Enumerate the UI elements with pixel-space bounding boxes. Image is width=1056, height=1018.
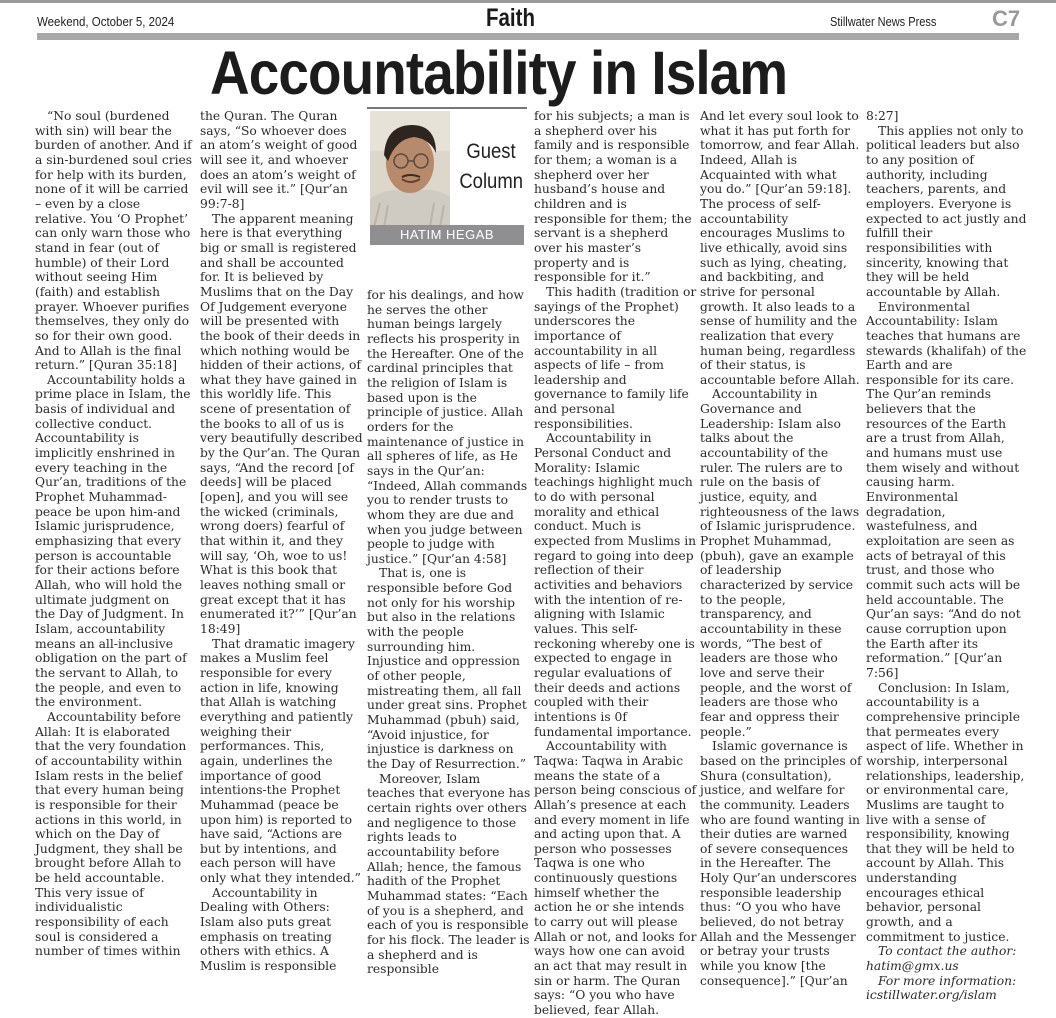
paragraph: for his dealings, and how he serves the other human beings largely reflects his prosperity in the Hereafter. One of the cardinal principles that the religion of Islam is based upon is the principle of justice. Allah orders for the maintenance of justice in all spheres of life, as He says in the Qur’an: “Indeed, Allah commands you to render trusts to whom they are due and when you judge between people to judge with justice.” [Qur’an 4:58]	[367, 288, 528, 566]
contact-label: To contact the author:	[878, 944, 1017, 959]
paragraph: That is, one is responsible before God not only for his worship but also in the relations with the people surrounding him. Injustice and oppression of other people, mistreating them, all fall under great sins. Prophet Muhammad (pbuh) said, “Avoid injustice, for injustice is darkness on the Day of Resurrection.”	[367, 566, 527, 771]
article-column-5	[700, 109, 862, 988]
more-info-label: For more information:	[878, 973, 1017, 988]
issue-date: Weekend, October 5, 2024	[37, 15, 175, 29]
paragraph: Accountability with Taqwa: Taqwa in Arabic means the state of a person being conscious of Allah’s presence at each and every moment in life and acting upon that. A person who possesses Taqwa is one who continuously questions himself whether the action he or she intends to carry out will please Allah or not, and looks for ways how one can avoid an act that may result in sin or harm. The Quran says: “O you who have believed, fear Allah.	[534, 739, 697, 1018]
article-column-6	[866, 109, 1028, 1003]
publication-name: Stillwater News Press	[830, 15, 937, 29]
paragraph: Accountability in Personal Conduct and Morality: Islamic teachings highlight much to do with personal morality and ethical conduct. Much is expected from Muslims in regard to going into deep reflection of their activities and behaviors with the intention of re-aligning with Islamic values. This self-reckoning whereby one is expected to engage in regular evaluations of their deeds and actions coupled with their intentions is 0f fundamental importance.	[534, 431, 697, 739]
paragraph: the Quran. The Quran says, “So whoever does an atom’s weight of good will see it, and whoever does an atom’s weight of evil will see it.” [Qur’an 99:7-8]	[200, 109, 358, 211]
paragraph: 8:27]	[866, 109, 899, 123]
paragraph: This hadith (tradition or sayings of the Prophet) underscores the importance of accountability in all aspects of life – from leadership and governance to family life and personal responsibilities.	[534, 284, 697, 431]
paragraph: That dramatic imagery makes a Muslim feel responsible for every action in life, knowing that Allah is watching everything and patiently weighing their performances. This, again, underlines the importance of good intentions-the Prophet Muhammad (peace be upon him) is reported to have said, “Actions are but by intentions, and each person will have only what they intended.”	[200, 636, 361, 886]
paragraph: Environmental Accountability: Islam teaches that humans are stewards (khalifah) of the Earth and are responsible for its care. The Qur’an reminds believers that the resources of the Earth are a trust from Allah, and humans must use them wisely and without causing harm. Environmental degradation, wastefulness, and exploitation are seen as acts of betrayal of this trust, and those who commit such acts will be held accountable. The Qur’an says: “And do not cause corruption upon the Earth after its reformation.” [Qur’an 7:56]	[866, 299, 1027, 680]
paragraph: Islamic governance is based on the principles of Shura (consultation), justice, and welfare for the community. Leaders who are found wanting in their duties are warned of severe consequences in the Hereafter. The Holy Qur’an underscores responsible leadership thus: “O you who have believed, do not betray Allah and the Messenger or betray your trusts while you know [the consequence].” [Qur’an	[700, 739, 862, 988]
more-info-link[interactable]: icstillwater.org/islam	[866, 988, 997, 1003]
paragraph: Moreover, Islam teaches that everyone has certain rights over others and negligence to those rights leads to accountability before Allah; hence, the famous hadith of the Prophet Muhammad states: “Each of you is a shepherd, and each of you is responsible for his flock. The leader is a shepherd and is responsible	[367, 771, 531, 977]
page-number: C7	[992, 6, 1021, 31]
guest-column-rule	[367, 107, 527, 109]
paragraph: This applies not only to political leaders but also to any position of authority, including teachers, parents, and employers. Everyone is expected to act justly and fulfill their responsibilities with sincerity, knowing that they will be held accountable by Allah.	[866, 123, 1027, 299]
paragraph: Accountability before Allah: It is elaborated that the very foundation of accountability within Islam rests in the belief that every human being is responsible for their actions in this world, in which on the Day of Judgment, they shall be brought before Allah to be held accountable. This very issue of individualistic responsibility of each soul is considered a number of times within	[35, 709, 187, 959]
guest-column-title-line2: Column	[459, 170, 524, 193]
article-column-1	[35, 109, 193, 959]
article-column-2	[200, 109, 363, 974]
paragraph: Accountability in Governance and Leadership: Islam also talks about the accountability of the ruler. The rulers are to rule on the basis of justice, equity, and righteousness of the laws of Islamic jurisprudence. Prophet Muhammad, (pbuh), gave an example of leadership characterized by service to the people, transparency, and accountability in these words, “The best of leaders are those who love and serve their people, and the worst of leaders are those who fear and oppress their people.”	[700, 387, 860, 739]
paragraph: “No soul (burdened with sin) will bear the burden of another. And if a sin-burdened soul cries for help with its burden, none of it will be carried – even by a close relative. You ‘O Prophet’ can only warn those who stand in fear (out of humble) of their Lord without seeing Him (faith) and establish prayer. Whoever purifies themselves, they only do so for their own good. And to Allah is the final return.” [Quran 35:18]	[35, 109, 193, 373]
guest-column-title	[459, 137, 522, 197]
paragraph: And let every soul look to what it has put forth for tomorrow, and fear Allah. Indeed, Allah is Acquainted with what you do.” [Qur’an 59:18]. The process of self-accountability encourages Muslims to live ethically, avoid sins such as lying, cheating, and backbiting, and strive for personal growth. It also leads to a sense of humility and the realization that every human being, regardless of their status, is accountable before Allah.	[700, 109, 860, 387]
paragraph: The apparent meaning here is that everything big or small is registered and shall be accounted for. It is believed by Muslims that on the Day Of Judgement everyone will be presented with the book of their deeds in which nothing would be hidden of their actions, of what they have gained in this worldly life. This scene of presentation of the books to all of us is very beautifully described by the Qur’an. The Quran says, “And the record [of deeds] will be placed [open], and you will see the wicked (criminals, wrong doers) fearful of that within it, and they will say, ‘Oh, woe to us! What is this book that leaves nothing small or great except that it has enumerated it?’” [Qur’an 18:49]	[200, 211, 363, 636]
section-title: Faith	[486, 4, 535, 32]
article-headline: Accountability in Islam	[210, 39, 788, 107]
contact-email[interactable]: hatim@gmx.us	[866, 959, 959, 974]
paragraph: for his subjects; a man is a shepherd over his family and is responsible for them; a woman is a shepherd over her husband’s house and children and is responsible for them; the servant is a shepherd over his master’s property and is responsible for it.”	[534, 109, 692, 285]
article-column-4	[534, 109, 697, 1018]
guest-column-box	[367, 107, 527, 247]
author-name-bar: HATIM HEGAB	[370, 225, 524, 245]
paragraph: Accountability holds a prime place in Islam, the basis of individual and collective conduct. Accountability is implicitly enshrined in every teaching in the Qur’an, traditions of the Prophet Muhammad-peace be upon him-and Islamic jurisprudence, emphasizing that every person is accountable for their actions before Allah, who will hold the ultimate judgment on the Day of Judgment. In Islam, accountability means an all-inclusive obligation on the part of the servant to Allah, to the people, and even to the environment.	[35, 372, 191, 710]
author-portrait-icon	[370, 111, 450, 227]
article-column-3	[367, 288, 532, 977]
paragraph: Accountability in Dealing with Others: Islam also puts great emphasis on treating others with ethics. A Muslim is responsible	[200, 885, 337, 974]
author-photo	[370, 111, 450, 227]
paragraph: Conclusion: In Islam, accountability is a comprehensive principle that permeates every aspect of life. Whether in worship, interpersonal relationships, leadership, or environmental care, Muslims are taught to live with a sense of responsibility, knowing that they will be held to account by Allah. This understanding encourages ethical behavior, personal growth, and a commitment to justice.	[866, 680, 1025, 944]
guest-column-title-line1: Guest	[466, 140, 516, 163]
top-rule	[0, 0, 1056, 3]
